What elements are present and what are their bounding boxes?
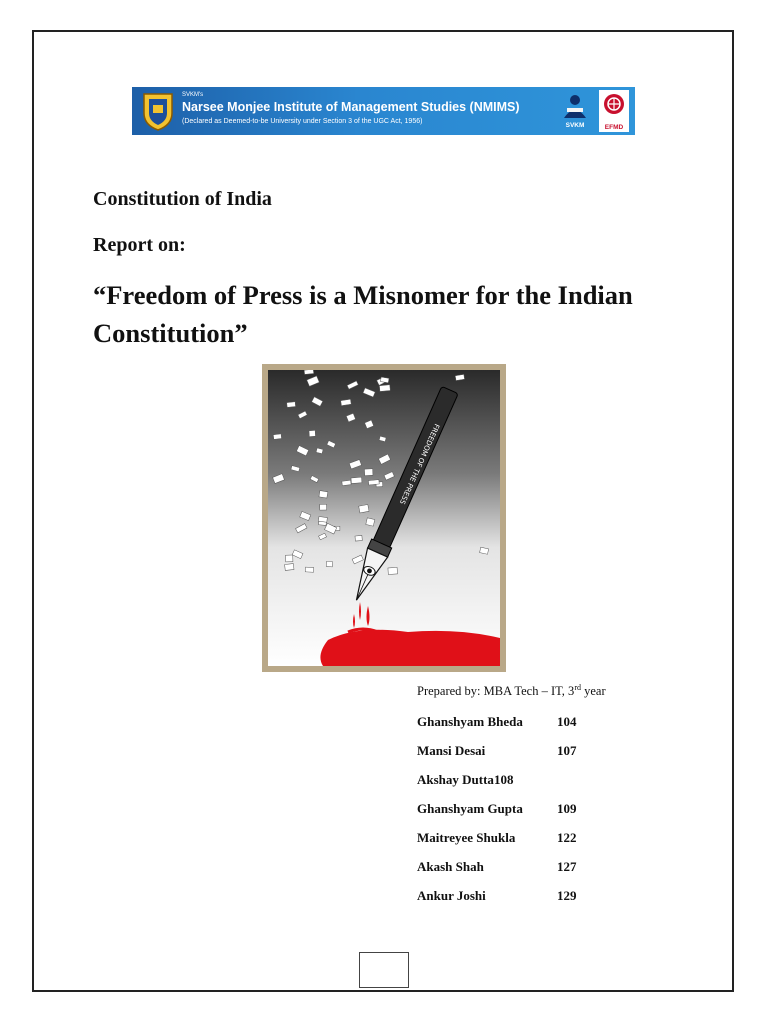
member-name: Maitreyee Shukla: [417, 830, 516, 845]
member-name: Ghanshyam Bheda: [417, 714, 523, 729]
flying-paper: [309, 430, 316, 436]
members-list: [417, 714, 577, 917]
flying-paper: [368, 480, 379, 485]
flying-paper: [318, 516, 327, 522]
efmd-logo-text: EFMD: [604, 124, 624, 131]
efmd-logo: [599, 90, 629, 132]
prepared-by-suffix: year: [580, 684, 606, 699]
member-row: [417, 772, 513, 801]
efmd-logo-icon: [599, 90, 629, 120]
pen-label: FREEDOM OF THE PRESS: [397, 422, 441, 506]
flying-paper: [366, 518, 375, 526]
flying-paper: [355, 535, 362, 541]
flying-paper: [273, 434, 281, 439]
member-row: [417, 859, 577, 888]
member-roll: 104: [557, 714, 577, 729]
member-roll: 108: [493, 772, 514, 787]
member-name: Akshay Dutta: [417, 772, 494, 787]
institute-banner: [132, 87, 635, 135]
svkm-logo-icon: [561, 92, 589, 120]
flying-paper: [364, 469, 373, 476]
freedom-of-press-cartoon: [262, 364, 506, 672]
member-row: [417, 830, 577, 859]
crest-logo-icon: [141, 91, 175, 131]
flying-paper: [342, 480, 351, 485]
flying-paper: [359, 505, 369, 513]
member-roll: 122: [557, 830, 577, 845]
course-heading: Constitution of India: [93, 188, 272, 210]
banner-subtitle: (Declared as Deemed-to-be University under Section 3 of the UGC Act, 1956): [182, 118, 423, 125]
prepared-by-superscript: rd: [574, 683, 581, 692]
member-row: [417, 714, 577, 743]
member-name: Ghanshyam Gupta: [417, 801, 523, 816]
prepared-by-text: Prepared by: MBA Tech – IT, 3: [417, 684, 575, 699]
report-on-heading: Report on:: [93, 234, 186, 256]
member-roll: 127: [557, 859, 577, 874]
banner-title: Narsee Monjee Institute of Management Studies (NMIMS): [182, 100, 520, 114]
flying-paper: [455, 374, 464, 380]
pen-cartoon-illustration: [268, 370, 500, 666]
banner-small-text: SVKM's: [182, 92, 204, 98]
flying-paper: [287, 402, 296, 408]
member-roll: 109: [557, 801, 577, 816]
svkm-logo: [561, 92, 589, 130]
flying-paper: [351, 477, 362, 483]
member-row: [417, 743, 577, 772]
prepared-by-line: [417, 683, 606, 699]
flying-paper: [305, 567, 313, 572]
flying-paper: [304, 370, 314, 374]
member-name: Mansi Desai: [417, 743, 486, 758]
flying-paper: [326, 561, 332, 567]
flying-paper: [286, 555, 293, 562]
report-title: “Freedom of Press is a Misnomer for the Indian Constitution”: [93, 280, 633, 348]
member-name: Ankur Joshi: [417, 888, 486, 903]
svkm-logo-text: SVKM: [565, 122, 585, 129]
member-roll: 129: [557, 888, 577, 903]
member-name: Akash Shah: [417, 859, 484, 874]
flying-paper: [380, 377, 389, 383]
member-row: [417, 888, 577, 917]
flying-paper: [319, 491, 328, 498]
member-row: [417, 801, 577, 830]
flying-paper: [320, 504, 327, 510]
page-number-box: [359, 952, 409, 988]
member-roll: 107: [557, 743, 577, 758]
flying-paper: [379, 385, 390, 392]
flying-paper: [285, 564, 294, 571]
flying-paper: [388, 567, 398, 574]
